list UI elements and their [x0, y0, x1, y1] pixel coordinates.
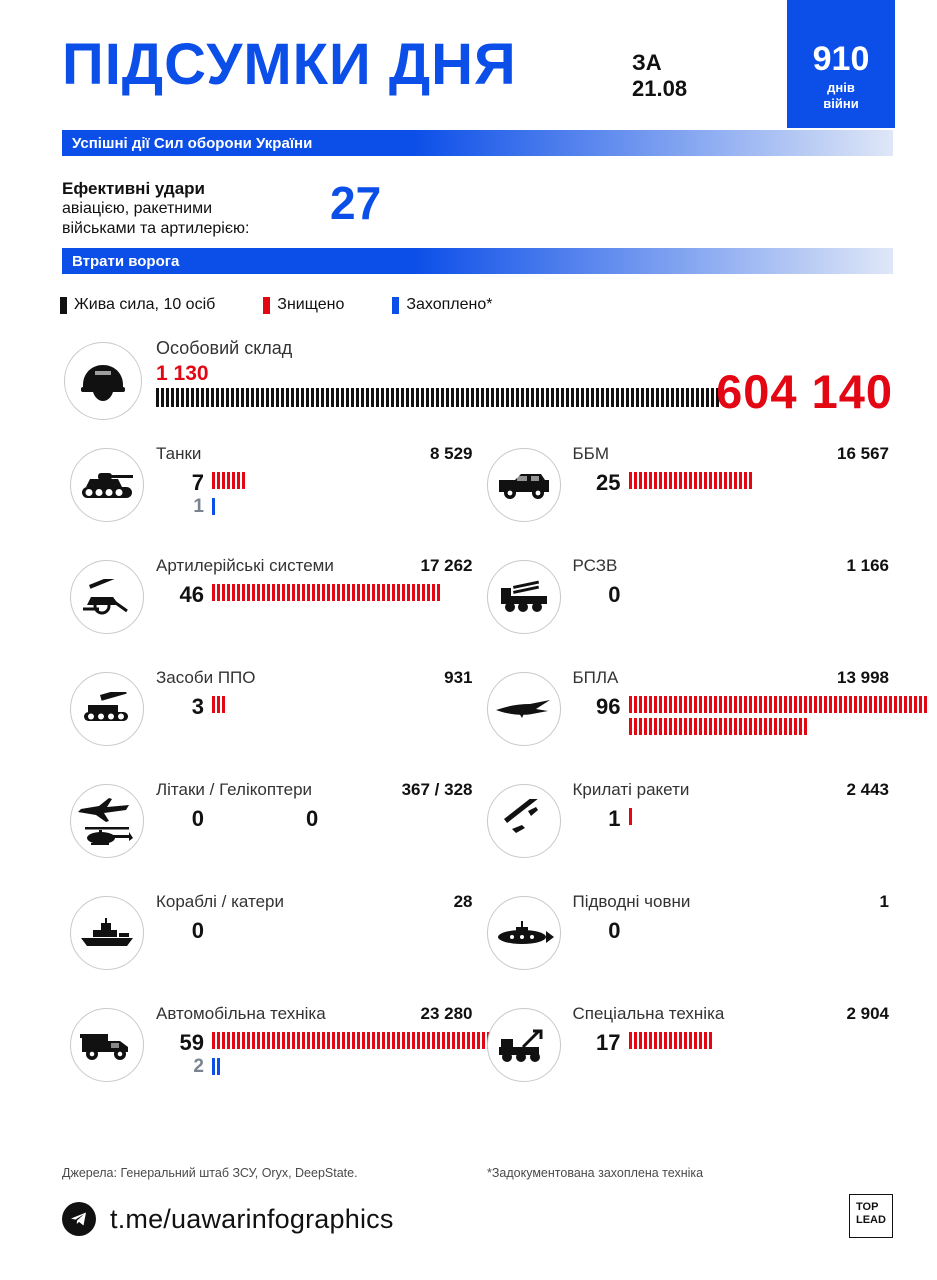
loss-item-destroyed-bars: [629, 1032, 714, 1049]
legend: [60, 296, 937, 314]
loss-item-destroyed-count: 7: [191, 470, 204, 495]
special-equipment-icon: [487, 1008, 561, 1082]
toplead-logo: [849, 1194, 893, 1238]
loss-item-captured-count: 1: [193, 496, 204, 517]
legend-item-captured: [392, 296, 492, 314]
drone-icon: [487, 672, 561, 746]
sources-text: Джерела: Генеральний штаб ЗСУ, Oryx, DeepState.: [62, 1166, 358, 1180]
loss-item-total: 367 / 328: [401, 780, 473, 799]
air-defense-icon: [70, 672, 144, 746]
loss-item-captured-bars: [212, 1058, 222, 1075]
losses-row: [60, 778, 893, 890]
loss-item-destroyed-count: 0: [191, 806, 204, 831]
personnel-label: Особовий склад: [156, 338, 293, 358]
toplead-line1: TOP: [856, 1201, 879, 1213]
days-label-line1: днів: [827, 80, 855, 95]
loss-item-destroyed-bars: [212, 584, 442, 601]
warship-icon: [70, 896, 144, 970]
personnel-total: 604 140: [716, 365, 893, 418]
page-title: ПІДСУМКИ ДНЯ: [62, 32, 517, 97]
loss-item-total: 2 904: [846, 1004, 889, 1023]
date-prefix: ЗА: [632, 50, 662, 75]
artillery-icon: [70, 560, 144, 634]
legend-swatch-manpower: [60, 297, 67, 314]
personnel-daily: 1 130: [156, 362, 209, 385]
loss-item: [60, 666, 477, 778]
legend-label-destroyed: Знищено: [277, 296, 345, 313]
legend-item-manpower: [60, 296, 215, 314]
telegram-handle: t.me/uawarinfographics: [110, 1203, 394, 1234]
losses-row: [60, 890, 893, 1002]
telegram-link[interactable]: [62, 1202, 394, 1236]
telegram-icon: [62, 1202, 96, 1236]
section-title-losses: Втрати ворога: [72, 252, 180, 270]
personnel-row: [60, 334, 893, 430]
legend-label-manpower: Жива сила, 10 осіб: [74, 296, 216, 313]
loss-item-label: Літаки / Гелікоптери: [156, 780, 313, 799]
personnel-tick-bars: [156, 388, 721, 405]
date-block: [632, 50, 687, 102]
loss-item-total: 16 567: [837, 444, 889, 463]
loss-item-label: Спеціальна техніка: [572, 1004, 725, 1023]
loss-item-destroyed-count: 96: [596, 694, 621, 719]
loss-item-destroyed-count: 1: [608, 806, 621, 831]
loss-item: [60, 554, 477, 666]
loss-item-destroyed-count: 17: [596, 1030, 621, 1055]
loss-item: [477, 778, 894, 890]
date-value: 21.08: [632, 75, 688, 101]
losses-row: [60, 666, 893, 778]
legend-label-captured: Захоплено*: [406, 296, 493, 313]
strikes-line2: авіацією, ракетними: [62, 200, 213, 218]
footnote-text: *Задокументована захоплена техніка: [487, 1166, 704, 1180]
loss-item: [60, 778, 477, 890]
loss-item: [477, 1002, 894, 1114]
loss-item-total: 8 529: [429, 444, 473, 463]
loss-item: [477, 890, 894, 1002]
cruise-missile-icon: [487, 784, 561, 858]
loss-item-label: Засоби ППО: [156, 668, 256, 687]
loss-item-total: 13 998: [837, 668, 889, 687]
loss-item-destroyed-count: 3: [191, 694, 204, 719]
loss-item-label: Підводні човни: [572, 892, 691, 911]
loss-item-destroyed-count: 59: [179, 1030, 204, 1055]
aircraft-helicopter-icon: [70, 784, 144, 858]
strikes-line1: Ефективні удари: [62, 179, 206, 198]
legend-swatch-captured: [392, 297, 399, 314]
loss-item-destroyed-count: 0: [191, 918, 204, 943]
header: [0, 0, 937, 130]
strikes-line3: військами та артилерією:: [62, 220, 250, 238]
submarine-icon: [487, 896, 561, 970]
loss-item-destroyed-bars: [212, 472, 247, 489]
truck-icon: [70, 1008, 144, 1082]
mlrs-icon: [487, 560, 561, 634]
footer: [0, 1160, 937, 1280]
loss-item-total: 1: [879, 892, 889, 911]
loss-item: [60, 890, 477, 1002]
loss-item-label: РСЗВ: [572, 556, 618, 575]
loss-item-destroyed-bars: [212, 696, 227, 713]
loss-item-destroyed-count: 25: [596, 470, 621, 495]
losses-grid: [60, 442, 893, 1114]
days-count: 910: [812, 40, 870, 78]
loss-item-total: 17 262: [420, 556, 473, 575]
loss-item-total: 931: [444, 668, 473, 687]
loss-item: [477, 666, 894, 778]
loss-item-total: 23 280: [420, 1004, 473, 1023]
loss-item-captured-bars: [212, 498, 217, 515]
section-title-successes: Успішні дії Сил оборони України: [72, 134, 313, 152]
loss-item-destroyed-bars: [629, 808, 634, 825]
loss-item-destroyed-bars: [212, 1032, 507, 1049]
toplead-line2: LEAD: [856, 1213, 886, 1226]
loss-item: [477, 554, 894, 666]
loss-item-label: Кораблі / катери: [156, 892, 284, 911]
loss-item-destroyed-bars: [629, 472, 754, 489]
loss-item-label: БПЛА: [572, 668, 619, 687]
loss-item: [60, 442, 477, 554]
section-header-losses: [62, 248, 893, 274]
loss-item-captured-count: 2: [193, 1056, 204, 1077]
loss-item-label: ББМ: [572, 444, 609, 463]
days-label-line2: війни: [823, 96, 859, 112]
loss-item-total: 28: [453, 892, 473, 911]
soldier-helmet-icon: [64, 342, 142, 420]
loss-item-label: Крилаті ракети: [572, 780, 690, 799]
loss-item-destroyed-bars: [629, 696, 929, 713]
loss-item-destroyed-bars-overflow: [629, 718, 809, 735]
loss-item: [60, 1002, 477, 1114]
tank-icon: [70, 448, 144, 522]
losses-row: [60, 554, 893, 666]
loss-item-destroyed-count: 46: [179, 582, 204, 607]
days-of-war-badge: [787, 0, 895, 128]
armored-vehicle-icon: [487, 448, 561, 522]
effective-strikes-block: [62, 178, 937, 248]
loss-item-destroyed-count: 0: [608, 918, 621, 943]
legend-item-destroyed: [263, 296, 344, 314]
loss-item-total: 2 443: [846, 780, 889, 799]
legend-swatch-destroyed: [263, 297, 270, 314]
loss-item: [477, 442, 894, 554]
strikes-value: 27: [330, 177, 382, 229]
loss-item-label: Танки: [156, 444, 202, 463]
losses-row: [60, 1002, 893, 1114]
loss-item-destroyed-count-secondary: 0: [306, 806, 319, 831]
losses-row: [60, 442, 893, 554]
loss-item-destroyed-count: 0: [608, 582, 621, 607]
loss-item-label: Артилерійські системи: [156, 556, 334, 575]
section-header-successes: [62, 130, 893, 156]
loss-item-label: Автомобільна технiка: [156, 1004, 326, 1023]
loss-item-total: 1 166: [846, 556, 889, 575]
